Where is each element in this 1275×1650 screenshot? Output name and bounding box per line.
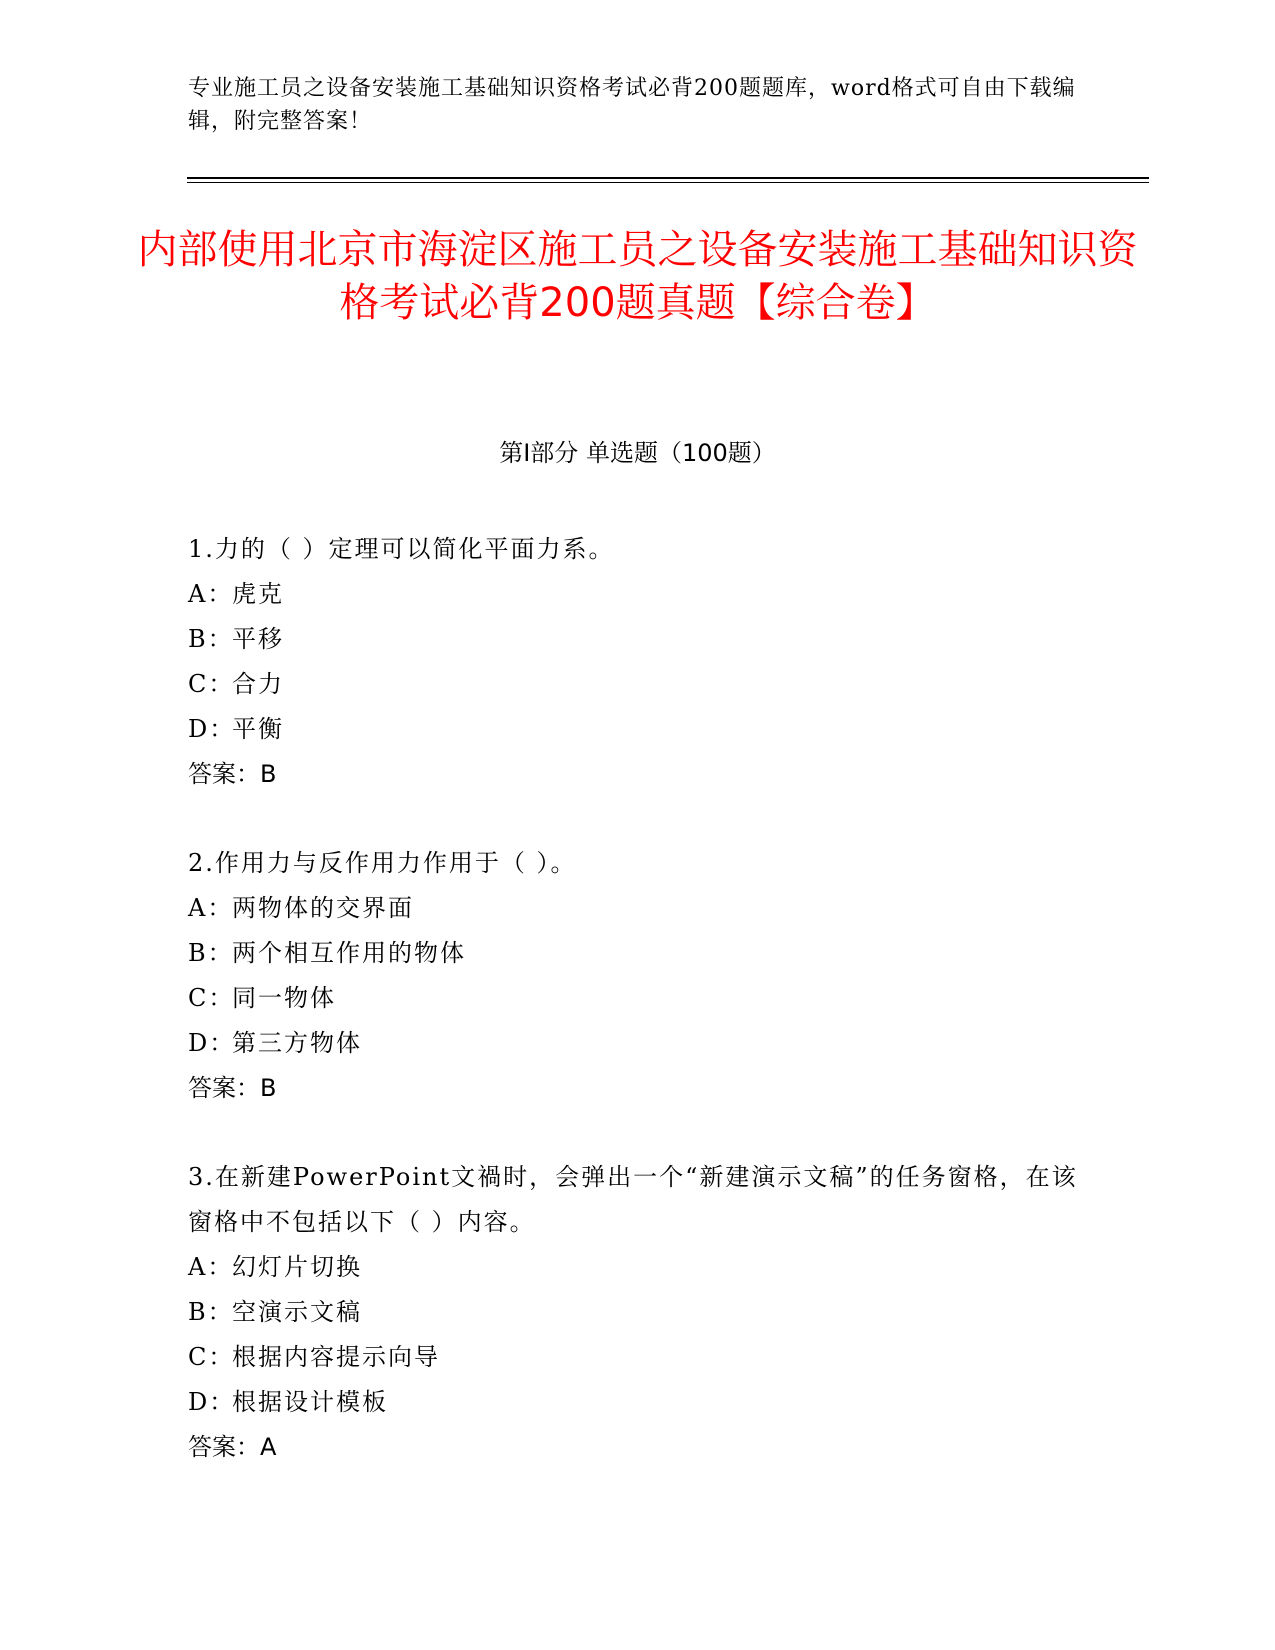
option-key: A： xyxy=(188,580,234,608)
option-key: A： xyxy=(188,894,234,922)
option-key: C： xyxy=(188,984,235,1012)
question-stem: 1.力的（ ）定理可以简化平面力系。 xyxy=(188,535,615,563)
option-text: 平移 xyxy=(232,625,284,653)
option-key: A： xyxy=(188,1253,234,1281)
option-text: 合力 xyxy=(232,670,284,698)
option-d xyxy=(188,1021,1088,1066)
option-key: B： xyxy=(188,939,234,967)
answer-value: A xyxy=(260,1433,277,1461)
answer-line xyxy=(188,752,1088,797)
header-note: 专业施工员之设备安装施工基础知识资格考试必背200题题库，word格式可自由下载编辑，附完整答案！ xyxy=(188,76,1076,134)
document-title: 内部使用北京市海淀区施工员之设备安装施工基础知识资格考试必背200题真题【综合卷】 xyxy=(137,227,1138,326)
option-a xyxy=(188,572,1088,617)
option-key: D： xyxy=(188,1388,236,1416)
header-rule-thin xyxy=(187,182,1149,183)
option-c xyxy=(188,1335,1088,1380)
option-b xyxy=(188,1290,1088,1335)
option-c xyxy=(188,976,1088,1021)
question-list xyxy=(188,527,1088,1514)
option-text: 虎克 xyxy=(232,580,284,608)
question-stem: 2.作用力与反作用力作用于（ ）。 xyxy=(188,849,577,877)
option-key: D： xyxy=(188,715,236,743)
option-text: 幻灯片切换 xyxy=(232,1253,362,1281)
option-text: 根据内容提示向导 xyxy=(232,1343,440,1371)
question-2 xyxy=(188,841,1088,1111)
option-key: C： xyxy=(188,1343,235,1371)
answer-prefix: 答案： xyxy=(188,760,260,788)
option-d xyxy=(188,707,1088,752)
answer-line xyxy=(188,1066,1088,1111)
option-key: B： xyxy=(188,1298,234,1326)
option-key: B： xyxy=(188,625,234,653)
option-key: C： xyxy=(188,670,235,698)
question-stem: 3.在新建PowerPoint文禍时，会弹出一个“新建演示文稿”的任务窗格，在该窗格中不包括以下（ ）内容。 xyxy=(188,1163,1078,1236)
answer-prefix: 答案： xyxy=(188,1433,260,1461)
option-text: 平衡 xyxy=(232,715,284,743)
question-3 xyxy=(188,1155,1088,1470)
section-heading: 第I部分 单选题（100题） xyxy=(499,439,776,467)
option-text: 同一物体 xyxy=(232,984,336,1012)
header-rule-thick xyxy=(187,177,1149,179)
option-text: 两物体的交界面 xyxy=(232,894,414,922)
option-text: 空演示文稿 xyxy=(232,1298,362,1326)
question-1 xyxy=(188,527,1088,797)
answer-value: B xyxy=(260,760,277,788)
option-d xyxy=(188,1380,1088,1425)
answer-line xyxy=(188,1425,1088,1470)
option-c xyxy=(188,662,1088,707)
option-a xyxy=(188,886,1088,931)
option-text: 第三方物体 xyxy=(232,1029,362,1057)
option-b xyxy=(188,617,1088,662)
option-key: D： xyxy=(188,1029,236,1057)
option-text: 根据设计模板 xyxy=(232,1388,388,1416)
option-text: 两个相互作用的物体 xyxy=(232,939,466,967)
option-b xyxy=(188,931,1088,976)
answer-value: B xyxy=(260,1074,277,1102)
option-a xyxy=(188,1245,1088,1290)
answer-prefix: 答案： xyxy=(188,1074,260,1102)
